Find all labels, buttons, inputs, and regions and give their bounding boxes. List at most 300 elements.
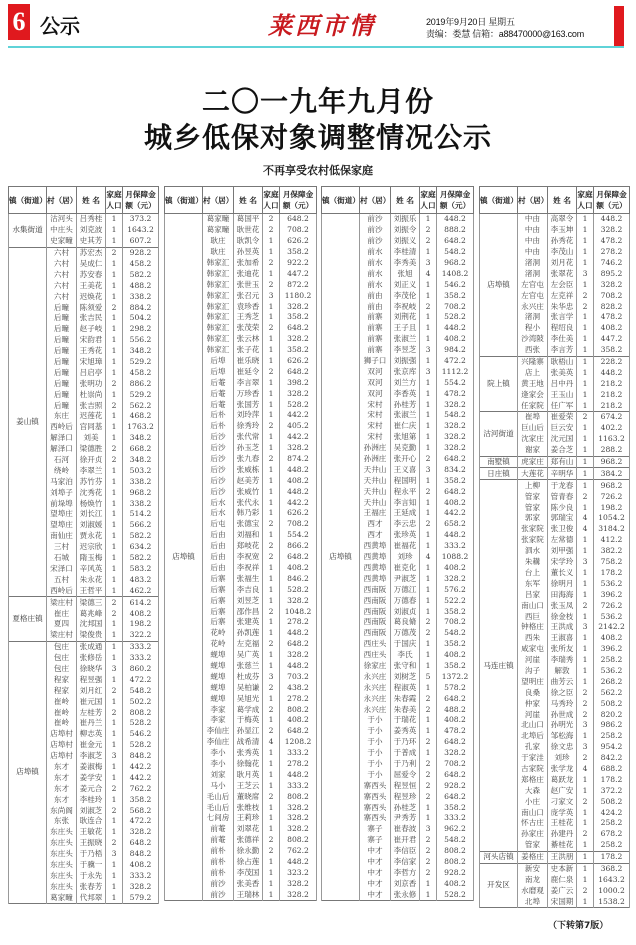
village-cell: 左官屯 bbox=[518, 290, 548, 301]
village-cell: 崔岭 bbox=[47, 718, 77, 729]
household-size-cell: 1 bbox=[263, 497, 280, 508]
household-size-cell: 2 bbox=[420, 846, 437, 857]
monthly-amount-cell: 548.2 bbox=[437, 628, 474, 639]
village-cell: 西南阪 bbox=[360, 628, 391, 639]
name-cell: 刘月花 bbox=[548, 258, 577, 269]
header-monthly-amount: 月保障金额（元） bbox=[280, 187, 317, 214]
name-cell: 张永修 bbox=[391, 889, 420, 900]
village-cell: 店埠村 bbox=[47, 729, 77, 740]
header-village: 村（居） bbox=[47, 187, 77, 214]
village-cell: 仲家 bbox=[518, 698, 548, 709]
name-cell: 李祝宽 bbox=[234, 552, 263, 563]
name-cell: 王桂花 bbox=[548, 818, 577, 829]
monthly-amount-cell: 808.2 bbox=[280, 704, 317, 715]
village-cell: 钟格庄 bbox=[518, 622, 548, 633]
household-size-cell: 1 bbox=[106, 411, 123, 422]
name-cell: 姜淑梅 bbox=[77, 762, 106, 773]
monthly-amount-cell: 438.2 bbox=[280, 682, 317, 693]
monthly-amount-cell: 922.2 bbox=[280, 258, 317, 269]
name-cell: 李祝岐 bbox=[391, 301, 420, 312]
household-size-cell: 1 bbox=[577, 456, 594, 468]
monthly-amount-cell: 448.2 bbox=[280, 769, 317, 780]
village-cell: 程小 bbox=[518, 323, 548, 334]
header-name: 姓 名 bbox=[391, 187, 420, 214]
household-size-cell: 2 bbox=[577, 753, 594, 764]
monthly-amount-cell: 583.2 bbox=[123, 564, 159, 575]
monthly-amount-cell: 408.2 bbox=[437, 563, 474, 574]
village-cell: 后沙 bbox=[203, 432, 234, 443]
household-size-cell: 2 bbox=[420, 835, 437, 846]
monthly-amount-cell: 358.2 bbox=[123, 794, 159, 805]
village-cell: 七间房 bbox=[203, 813, 234, 824]
village-cell: 蚬埠 bbox=[203, 682, 234, 693]
monthly-amount-cell: 333.2 bbox=[437, 813, 474, 824]
monthly-amount-cell: 1163.2 bbox=[594, 434, 630, 445]
name-cell: 张建英 bbox=[234, 617, 263, 628]
village-cell: 后沙 bbox=[203, 454, 234, 465]
village-cell: 崔庄 bbox=[47, 608, 77, 619]
name-cell: 王玉山 bbox=[548, 389, 577, 400]
household-size-cell: 1 bbox=[577, 546, 594, 557]
monthly-amount-cell: 408.2 bbox=[123, 860, 159, 871]
monthly-amount-cell: 954.2 bbox=[594, 742, 630, 753]
village-cell: 管家 bbox=[518, 502, 548, 513]
monthly-amount-cell: 402.2 bbox=[594, 423, 630, 434]
village-cell: 南山口 bbox=[518, 807, 548, 818]
header-town: 镇（街道） bbox=[322, 187, 360, 214]
monthly-amount-cell: 448.2 bbox=[594, 367, 630, 378]
village-cell: 南仙庄 bbox=[47, 531, 77, 542]
household-size-cell: 1 bbox=[263, 824, 280, 835]
village-cell: 前朴 bbox=[203, 846, 234, 857]
household-size-cell: 2 bbox=[577, 885, 594, 896]
monthly-amount-cell: 848.2 bbox=[123, 751, 159, 762]
name-cell: 徐永勤 bbox=[234, 846, 263, 857]
town-cell: 店埠镇 bbox=[480, 214, 518, 357]
monthly-amount-cell: 895.2 bbox=[594, 268, 630, 279]
monthly-amount-cell: 328.2 bbox=[437, 748, 474, 759]
village-cell: 前水 bbox=[360, 279, 391, 290]
name-cell: 董长义 bbox=[548, 568, 577, 579]
name-cell: 郭瑞宝 bbox=[548, 513, 577, 524]
name-cell: 于普成 bbox=[391, 748, 420, 759]
household-size-cell: 2 bbox=[263, 835, 280, 846]
household-size-cell: 1 bbox=[106, 564, 123, 575]
village-cell: 西岭后 bbox=[47, 422, 77, 433]
name-cell: 杜成芬 bbox=[234, 671, 263, 682]
name-cell: 王义喜 bbox=[391, 464, 420, 475]
monthly-amount-cell: 648.2 bbox=[280, 366, 317, 377]
village-cell: 李仙庄 bbox=[203, 726, 234, 737]
name-cell: 刘淑贞 bbox=[391, 606, 420, 617]
village-cell: 前菴 bbox=[203, 824, 234, 835]
monthly-amount-cell: 228.2 bbox=[594, 356, 630, 367]
household-size-cell: 1 bbox=[577, 247, 594, 258]
household-size-cell: 3 bbox=[420, 345, 437, 356]
village-cell: 寨西头 bbox=[360, 780, 391, 791]
village-cell: 于小 bbox=[360, 759, 391, 770]
name-cell: 刘甲强 bbox=[548, 546, 577, 557]
village-cell: 良桑 bbox=[518, 687, 548, 698]
name-cell: 王芝云 bbox=[234, 780, 263, 791]
table-row bbox=[480, 356, 630, 367]
header-town: 镇（街道） bbox=[9, 187, 47, 214]
monthly-amount-cell: 546.2 bbox=[123, 729, 159, 740]
name-cell: 宋韵君 bbox=[77, 335, 106, 346]
village-cell: 中由 bbox=[518, 225, 548, 236]
table-row bbox=[165, 214, 317, 225]
monthly-amount-cell: 448.2 bbox=[280, 857, 317, 868]
name-cell: 程昱强 bbox=[77, 674, 106, 685]
household-size-cell: 2 bbox=[420, 704, 437, 715]
name-cell: 解敦 bbox=[548, 666, 577, 677]
village-cell: 中才 bbox=[360, 878, 391, 889]
village-cell: 河崖 bbox=[518, 709, 548, 720]
name-cell: 巨云安 bbox=[548, 423, 577, 434]
monthly-amount-cell: 758.2 bbox=[594, 557, 630, 568]
household-size-cell: 2 bbox=[106, 783, 123, 794]
name-cell: 迟莲花 bbox=[77, 411, 106, 422]
name-cell: 刘兰方 bbox=[391, 377, 420, 388]
name-cell: 张吉照 bbox=[77, 400, 106, 411]
household-size-cell: 2 bbox=[420, 769, 437, 780]
household-size-cell: 1 bbox=[106, 619, 123, 630]
village-cell: 西巨 bbox=[518, 611, 548, 622]
household-size-cell: 1 bbox=[420, 573, 437, 584]
village-cell: 天井山 bbox=[360, 475, 391, 486]
name-cell: 辛明华 bbox=[548, 468, 577, 480]
village-cell: 沈家庄 bbox=[518, 434, 548, 445]
name-cell: 刘正义 bbox=[391, 279, 420, 290]
name-cell: 姜元合 bbox=[77, 783, 106, 794]
household-size-cell: 1 bbox=[263, 573, 280, 584]
monthly-amount-cell: 288.2 bbox=[594, 445, 630, 456]
household-size-cell: 2 bbox=[420, 454, 437, 465]
village-cell: 后疃 bbox=[47, 378, 77, 389]
village-cell: 西黄埠 bbox=[360, 541, 391, 552]
header-household-size: 家庭人口 bbox=[420, 187, 437, 214]
village-cell: 西南阪 bbox=[360, 584, 391, 595]
monthly-amount-cell: 328.2 bbox=[437, 443, 474, 454]
village-cell: 管家 bbox=[518, 491, 548, 502]
monthly-amount-cell: 408.2 bbox=[594, 633, 630, 644]
monthly-amount-cell: 548.2 bbox=[123, 685, 159, 696]
monthly-amount-cell: 708.2 bbox=[437, 301, 474, 312]
name-cell: 葛兆峰 bbox=[77, 608, 106, 619]
monthly-amount-cell: 872.2 bbox=[280, 279, 317, 290]
village-cell: 吕家 bbox=[518, 589, 548, 600]
monthly-amount-cell: 408.2 bbox=[437, 715, 474, 726]
table-row bbox=[480, 468, 630, 480]
monthly-amount-cell: 726.2 bbox=[594, 600, 630, 611]
monthly-amount-cell: 472.2 bbox=[123, 674, 159, 685]
name-cell: 李昱芝 bbox=[391, 345, 420, 356]
headline-line2: 城乡低保对象调整情况公示 bbox=[143, 121, 492, 154]
monthly-amount-cell: 298.2 bbox=[123, 324, 159, 335]
household-size-cell: 1 bbox=[263, 334, 280, 345]
name-cell: 王振晓 bbox=[77, 838, 106, 849]
household-size-cell: 1 bbox=[263, 759, 280, 770]
monthly-amount-cell: 442.2 bbox=[280, 410, 317, 421]
monthly-amount-cell: 1112.2 bbox=[437, 366, 474, 377]
monthly-amount-cell: 842.2 bbox=[594, 753, 630, 764]
monthly-amount-cell: 338.2 bbox=[123, 476, 159, 487]
header-village: 村（居） bbox=[203, 187, 234, 214]
name-cell: 刘玲萍 bbox=[234, 410, 263, 421]
household-size-cell: 1 bbox=[577, 731, 594, 742]
village-cell: 韩家汇 bbox=[203, 258, 234, 269]
name-cell: 崔福花 bbox=[391, 541, 420, 552]
monthly-amount-cell: 218.2 bbox=[594, 378, 630, 389]
monthly-amount-cell: 373.2 bbox=[123, 214, 159, 225]
monthly-amount-cell: 536.2 bbox=[594, 578, 630, 589]
town-cell: 马连庄镇 bbox=[480, 480, 518, 851]
village-cell: 前沙 bbox=[360, 225, 391, 236]
household-size-cell: 2 bbox=[420, 759, 437, 770]
monthly-amount-cell: 886.2 bbox=[123, 378, 159, 389]
monthly-amount-cell: 328.2 bbox=[280, 813, 317, 824]
household-size-cell: 2 bbox=[106, 707, 123, 718]
household-size-cell: 1 bbox=[420, 748, 437, 759]
name-cell: 綦桂花 bbox=[548, 840, 577, 851]
village-cell: 后屯 bbox=[203, 519, 234, 530]
name-cell: 陈少良 bbox=[548, 502, 577, 513]
name-cell: 张所友 bbox=[548, 644, 577, 655]
monthly-amount-cell: 333.2 bbox=[123, 870, 159, 881]
name-cell: 程绍良 bbox=[548, 323, 577, 334]
name-cell: 姜秀英 bbox=[391, 726, 420, 737]
household-size-cell: 2 bbox=[420, 780, 437, 791]
village-cell: 后沙 bbox=[203, 486, 234, 497]
name-cell: 隋玉梅 bbox=[77, 553, 106, 564]
household-size-cell: 2 bbox=[263, 704, 280, 715]
table-row bbox=[480, 863, 630, 874]
household-size-cell: 2 bbox=[577, 600, 594, 611]
household-size-cell: 1 bbox=[420, 432, 437, 443]
monthly-amount-cell: 448.2 bbox=[437, 214, 474, 225]
household-size-cell: 1 bbox=[420, 312, 437, 323]
household-size-cell: 1 bbox=[106, 476, 123, 487]
village-cell: 毛山后 bbox=[203, 791, 234, 802]
monthly-amount-cell: 674.2 bbox=[594, 412, 630, 423]
name-cell: 张国芳 bbox=[234, 399, 263, 410]
monthly-amount-cell: 412.2 bbox=[594, 535, 630, 546]
household-size-cell: 2 bbox=[106, 247, 123, 258]
monthly-amount-cell: 648.2 bbox=[280, 214, 317, 225]
village-cell: 后菴 bbox=[203, 388, 234, 399]
household-size-cell: 1 bbox=[106, 641, 123, 652]
household-size-cell: 1 bbox=[420, 279, 437, 290]
village-cell: 孙家庄 bbox=[518, 829, 548, 840]
village-cell: 永兴庄 bbox=[360, 671, 391, 682]
name-cell: 张守和 bbox=[391, 661, 420, 672]
village-cell: 大莲花 bbox=[518, 468, 548, 480]
name-cell: 耿梧山 bbox=[548, 356, 577, 367]
village-cell: 后疃 bbox=[47, 335, 77, 346]
monthly-amount-cell: 458.2 bbox=[123, 367, 159, 378]
monthly-amount-cell: 328.2 bbox=[280, 301, 317, 312]
monthly-amount-cell: 278.2 bbox=[280, 617, 317, 628]
monthly-amount-cell: 472.2 bbox=[123, 816, 159, 827]
household-size-cell: 2 bbox=[420, 791, 437, 802]
village-cell: 马家泊 bbox=[47, 476, 77, 487]
monthly-amount-cell: 762.2 bbox=[280, 846, 317, 857]
monthly-amount-cell: 408.2 bbox=[437, 334, 474, 345]
name-cell: 孙显江 bbox=[234, 726, 263, 737]
household-size-cell: 1 bbox=[106, 509, 123, 520]
household-size-cell: 1 bbox=[420, 802, 437, 813]
village-cell: 怀古庄 bbox=[518, 818, 548, 829]
name-cell: 徐秀玲 bbox=[234, 421, 263, 432]
name-cell: 高翠令 bbox=[548, 214, 577, 225]
village-cell: 崔岭 bbox=[47, 707, 77, 718]
household-size-cell: 1 bbox=[420, 715, 437, 726]
monthly-amount-cell: 968.2 bbox=[594, 480, 630, 491]
household-size-cell: 3 bbox=[420, 464, 437, 475]
monthly-amount-cell: 860.2 bbox=[123, 664, 159, 675]
monthly-amount-cell: 278.2 bbox=[280, 693, 317, 704]
monthly-amount-cell: 548.2 bbox=[437, 410, 474, 421]
village-cell: 梁庄村 bbox=[47, 630, 77, 641]
village-cell: 前垛埠 bbox=[47, 498, 77, 509]
name-cell: 刘福和 bbox=[234, 530, 263, 541]
monthly-amount-cell: 448.2 bbox=[437, 530, 474, 541]
monthly-amount-cell: 848.2 bbox=[123, 849, 159, 860]
village-cell: 夏四 bbox=[47, 619, 77, 630]
household-size-cell: 1 bbox=[106, 718, 123, 729]
village-cell: 花岭 bbox=[203, 639, 234, 650]
name-cell: 吴广英 bbox=[234, 650, 263, 661]
village-cell: 南龙 bbox=[518, 874, 548, 885]
village-cell: 葛家疃 bbox=[47, 892, 77, 903]
name-cell: 李哲方 bbox=[391, 867, 420, 878]
monthly-amount-cell: 834.2 bbox=[437, 464, 474, 475]
monthly-amount-cell: 358.2 bbox=[437, 661, 474, 672]
name-cell: 徐明月 bbox=[548, 578, 577, 589]
household-size-cell: 3 bbox=[420, 258, 437, 269]
name-cell: 刘京香 bbox=[391, 878, 420, 889]
village-cell: 包庄 bbox=[47, 664, 77, 675]
header-household-size: 家庭人口 bbox=[106, 187, 123, 214]
monthly-amount-cell: 648.2 bbox=[123, 838, 159, 849]
name-cell: 李瑞秀 bbox=[548, 655, 577, 666]
village-cell: 韩家汇 bbox=[203, 323, 234, 334]
name-cell: 张旭 bbox=[391, 268, 420, 279]
household-size-cell: 1 bbox=[577, 445, 594, 456]
page-number: 6 bbox=[8, 4, 30, 40]
household-size-cell: 1 bbox=[420, 443, 437, 454]
monthly-amount-cell: 396.2 bbox=[594, 644, 630, 655]
household-size-cell: 2 bbox=[263, 279, 280, 290]
village-cell: 沟子 bbox=[518, 666, 548, 677]
town-cell: 水集街道 bbox=[9, 214, 47, 248]
household-size-cell: 1 bbox=[106, 653, 123, 664]
household-size-cell: 1 bbox=[577, 807, 594, 818]
monthly-amount-cell: 328.2 bbox=[280, 802, 317, 813]
name-cell: 刘昱芝 bbox=[234, 595, 263, 606]
village-cell: 前寨 bbox=[360, 312, 391, 323]
village-cell: 梁庄村 bbox=[47, 597, 77, 608]
monthly-amount-cell: 333.2 bbox=[123, 653, 159, 664]
household-size-cell: 3 bbox=[577, 742, 594, 753]
village-cell: 西黄埠 bbox=[360, 563, 391, 574]
village-cell: 六村 bbox=[47, 247, 77, 258]
monthly-amount-cell: 384.2 bbox=[594, 468, 630, 480]
name-cell: 张召元 bbox=[234, 290, 263, 301]
household-size-cell: 1 bbox=[420, 530, 437, 541]
name-cell: 张成通 bbox=[77, 641, 106, 652]
name-cell: 张代永 bbox=[234, 497, 263, 508]
name-cell: 刘月红 bbox=[77, 685, 106, 696]
monthly-amount-cell: 328.2 bbox=[280, 889, 317, 900]
monthly-amount-cell: 328.2 bbox=[437, 399, 474, 410]
name-cell: 孙凯莲 bbox=[234, 628, 263, 639]
town-cell: 院上镇 bbox=[480, 356, 518, 411]
monthly-amount-cell: 648.2 bbox=[437, 737, 474, 748]
table-row bbox=[480, 480, 630, 491]
monthly-amount-cell: 968.2 bbox=[437, 258, 474, 269]
household-size-cell: 1 bbox=[263, 867, 280, 878]
household-size-cell: 1 bbox=[263, 486, 280, 497]
name-cell: 李云忠 bbox=[391, 519, 420, 530]
monthly-amount-cell: 3184.2 bbox=[594, 524, 630, 535]
village-cell: 王福庄 bbox=[360, 508, 391, 519]
monthly-amount-cell: 536.2 bbox=[594, 611, 630, 622]
village-cell: 东庄头 bbox=[47, 827, 77, 838]
household-size-cell: 1 bbox=[577, 655, 594, 666]
header-name: 姓 名 bbox=[77, 187, 106, 214]
village-cell: 韩家汇 bbox=[203, 279, 234, 290]
monthly-amount-cell: 968.2 bbox=[123, 487, 159, 498]
name-cell: 吕启亭 bbox=[77, 367, 106, 378]
monthly-amount-cell: 338.2 bbox=[123, 291, 159, 302]
village-cell: 古家院 bbox=[518, 764, 548, 775]
village-cell: 西黄埠 bbox=[360, 573, 391, 584]
village-cell: 沽河头 bbox=[47, 214, 77, 225]
monthly-amount-cell: 478.2 bbox=[437, 726, 474, 737]
monthly-amount-cell: 808.2 bbox=[280, 835, 317, 846]
household-size-cell: 1 bbox=[106, 487, 123, 498]
village-cell: 前水 bbox=[360, 268, 391, 279]
household-size-cell: 1 bbox=[263, 475, 280, 486]
household-size-cell: 2 bbox=[577, 687, 594, 698]
name-cell: 朱华忠 bbox=[548, 301, 577, 312]
monthly-amount-cell: 448.2 bbox=[280, 661, 317, 672]
decorative-red-bar bbox=[614, 6, 624, 46]
household-size-cell: 2 bbox=[420, 617, 437, 628]
monthly-amount-cell: 504.2 bbox=[123, 313, 159, 324]
household-size-cell: 1 bbox=[263, 693, 280, 704]
name-cell: 刘淑芝 bbox=[77, 805, 106, 816]
village-cell: 西黄埠 bbox=[360, 552, 391, 563]
monthly-amount-cell: 372.2 bbox=[594, 785, 630, 796]
name-cell: 梁德胜 bbox=[77, 444, 106, 455]
name-cell: 朱永花 bbox=[77, 574, 106, 585]
name-cell: 李茂山 bbox=[548, 247, 577, 258]
monthly-amount-cell: 888.2 bbox=[437, 225, 474, 236]
village-cell: 黄王地 bbox=[518, 378, 548, 389]
village-cell: 河崖 bbox=[518, 655, 548, 666]
town-cell: 店埠镇 bbox=[165, 214, 203, 901]
monthly-amount-cell: 528.2 bbox=[280, 584, 317, 595]
household-size-cell: 1 bbox=[420, 356, 437, 367]
household-size-cell: 2 bbox=[106, 805, 123, 816]
monthly-amount-cell: 218.2 bbox=[594, 389, 630, 400]
household-size-cell: 2 bbox=[420, 225, 437, 236]
household-size-cell: 1 bbox=[577, 851, 594, 863]
village-cell: 五村 bbox=[47, 574, 77, 585]
household-size-cell: 1 bbox=[263, 769, 280, 780]
